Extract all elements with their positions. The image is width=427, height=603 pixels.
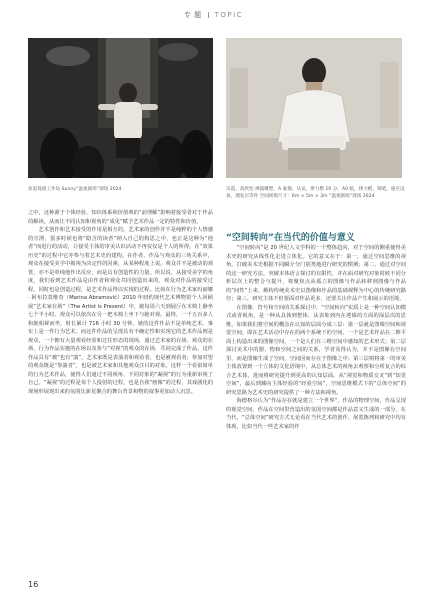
- left-paragraph-2: 艺术创作和艺术接受的作用是相互的，艺术家的创作并不是纯粹的个人情感的宣泄，很多时候也将“隐含的读者”纳入自己的构思之中，也正是这种为“他者”而进行的活动，让接受主体的审美认识活动不再仅仅是个人的所得。在“效果历史”的过程中它亦参与着艺术史的建构。在作者、作品与观众的三角关系中，观众在接受美学中被视为决定性的因素，从某种程度上说，观众并不是被动的观赏，亦不是单纯地作出反应，而是具有创造性的力量。所以说，从接受美学的角度，我们看到艺术作品是由作者和观众共同创造出来的，观众对作品的接受过程，同时也是创造过程，是艺术作品得以实现的过程。比如在行为艺术家玛丽娜 · 阿布拉莫维奇（Marina Abramović）2010 年纽约现代艺术博物馆个人回顾展“艺术家在场”（The Artist is Present）中，她每周六天到展厅在木椅上静坐七个半小时，观众可以依次在另一把木椅上坐下与她对视。最终，一千五百多人和她相视而坐，时长累计 716 小时 30 分钟。她的这件作品不是单纯艺术，事实上是一件行为艺术。而这件作品的呈现具有不确定性和实现它的艺术作品则是观众，一个拥有大量观看经验和过往形态的现场，通过艺术家的在场、观众的在场、行为作品实施的在场以及参与“对视”的观众的在场，共同完成了作品。这件作品具有“被”也有“演”，艺术家既是表演者和观看者，也是被观看者；参加对望的观众既是“参演者”，也是被艺术家和其他观众注目的对象。这样一个看似简单的行为艺术作品，使得人们通过不同视角、不同对象的“凝视”的行为重新审视了自己。“凝视”的过程是每个人投射的过程，也是自我“画像”的过程，其戏剧化的现场形展现出来的氛围比新星聚合的舞台背景和物的叙事更加动人沉思。: [28, 227, 213, 395]
- page-number: 16: [28, 580, 39, 589]
- right-paragraph-2: 在图像、符号和空间的关系探讨中，“空间转向”实质上是一种空间认知模式或者视角，是一种从具体到整体、从表象到内在逻辑的方面的深层次的思维。如果我们将空间的概念在认知的层面分成三层：第一层就是图像空间和视觉空间，即在艺术活动中存在的两个系统下的空间，一个是艺术作品在二维平面上构造出来的图像空间，一个是人们在三维空间中感知的艺术形式；第二层探讨美术中的器、物和空间之间的关系，学者及得认为，并不是图像在空间里，而是图像生成了空间，空间因而存在于图像之中；第三层则将第一的审美主体放置到一个立体的文化语境中，从总体艺术的视角去观察和分析复合的综合艺术体，进而将研究提升到更高的认知层面。从“视觉和物质交叉”到“知觉空间”，最后到臻向主体经验的“经验空间”，空间思维模式下的“总体空间”的研究思路为艺术史的研究提供了一种方法和视角。: [226, 304, 406, 396]
- left-photo-caption: 张思琦剧工作坊 Sunny“温柔剧场”现场 2024: [28, 187, 122, 192]
- installation-photo-illustration: [226, 38, 402, 178]
- installation-photo: [226, 38, 402, 178]
- header-divider: [208, 12, 209, 18]
- right-paragraph-1: “空间转向”是 20 世纪人文学科的一个整体趋向，对于空间的侧重使得美术史的研究从线性化走进立体化。它的意义在于：第一，通过空间思维的视角，打破美术史根据不同瞬介分门别类地进行研究的惯例；第二，通过对空间的这一研究方法，突破本体语言探讨的有限性，并在面对研究对象时候不同分析层次上的整合与提升，将聚焦点从孤立的图像与作品转移到图像与作品的“间性”上来，解构传统美术史以图像和作品的基础视释为中心的传统研究路径；第三，研究主体不但要面对作品更多，还要关注作品产生和展示的语境。: [226, 245, 406, 302]
- section-label: 专 题: [183, 11, 202, 19]
- section-heading: “空间转向”在当代的价值与意义: [226, 233, 355, 243]
- right-text-column: [226, 244, 406, 431]
- running-header: [0, 10, 427, 20]
- right-paragraph-3: 海德格尔认为“作品存在就是建立一个世界”，作品的物理空间，作品呈现的视觉空间，作品在空间里营造出的氛围空间都是作品意义生成的一部分。在当代，“总体空间”研究方式无论看在当代艺术的创作、展览陈列和研究中均有体现，比如当代一些艺术家的作: [226, 398, 406, 430]
- left-text-column: [28, 209, 213, 396]
- performance-photo: [28, 38, 213, 178]
- right-photo-caption: 吴霞、高欣怡 裸露雕塑，A 素描、从呆、律力楷 10 分，A0 纸，律力楷，钢笔，感应设备，理发店等件 空间规模尺寸：6m × 5m × 3m “温柔剧场”现场 2024: [226, 187, 405, 199]
- topic-label: TOPIC: [214, 11, 244, 19]
- performance-photo-illustration: [28, 38, 213, 178]
- left-paragraph-1: 之中，这种源于个体经验、知识体系和价值观的“前理解”影响着接受者对于作品的解读，从而让不同认知和视角的“成见”赋予艺术作品一定的特性和价值。: [28, 210, 213, 225]
